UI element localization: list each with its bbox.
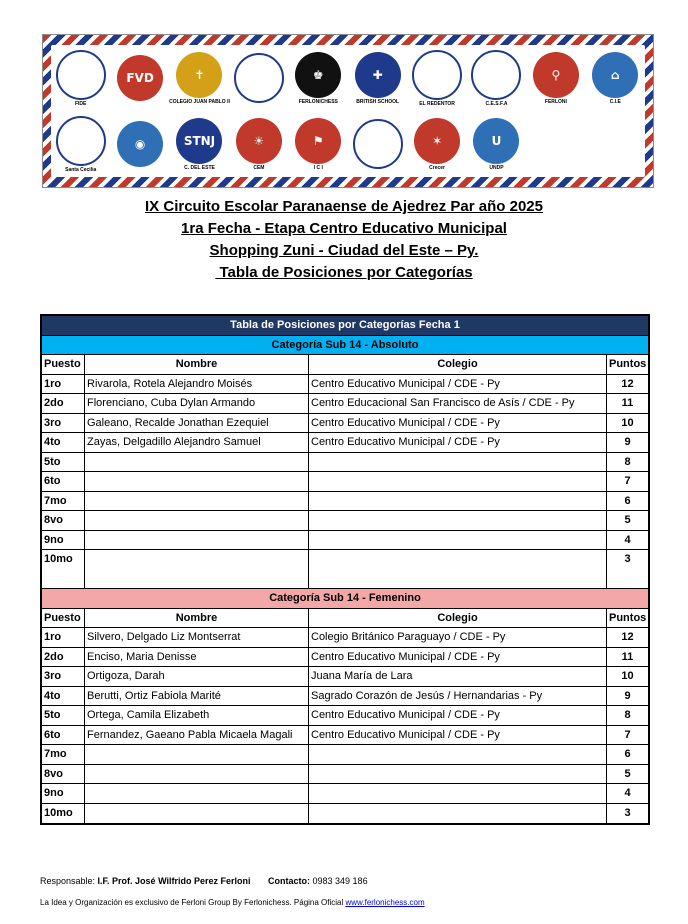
colegio-crecer-logo: [114, 115, 166, 173]
title-line-3: Shopping Zuni - Ciudad del Este – Py.: [209, 242, 479, 259]
responsable-name: I.F. Prof. José Wilfrido Perez Ferloni: [97, 876, 251, 886]
cell-nombre: [85, 511, 309, 530]
cell-puntos: 10: [621, 670, 634, 682]
category-title-absoluto: Categoría Sub 14 - Absoluto: [42, 336, 648, 356]
footer-responsable: [40, 876, 368, 886]
cell-nombre: Florenciano, Cuba Dylan Armando: [85, 394, 309, 413]
fvd-shield-logo: [114, 49, 166, 107]
cell-puesto: 5to: [42, 706, 85, 725]
header-colegio: Colegio: [309, 355, 607, 374]
el-redentor-logo-caption: EL REDENTOR: [419, 100, 455, 107]
title-line-2: 1ra Fecha - Etapa Centro Educativo Municipal: [181, 220, 507, 237]
cell-nombre: [85, 531, 309, 550]
table-row: [42, 648, 648, 668]
table-row: [42, 453, 648, 473]
fide-chess-knight-logo: [55, 49, 107, 107]
cell-puntos: 5: [624, 767, 631, 780]
contacto-value: 0983 349 186: [310, 876, 368, 886]
santa-rosa-logo: [352, 115, 404, 173]
british-school-logo-icon: ✚: [355, 52, 401, 98]
cell-puntos: 7: [624, 728, 631, 741]
cell-colegio: [309, 804, 607, 824]
table-main-title: Tabla de Posiciones por Categorías Fecha 1: [42, 316, 648, 336]
ferloni-group-logo: [530, 49, 582, 107]
colegio-crecer-logo-icon: ◉: [117, 121, 163, 167]
cell-puesto: 1ro: [42, 375, 85, 394]
cell-puntos: 4: [624, 533, 631, 546]
document-titles: [0, 196, 688, 284]
cell-puesto: 9no: [42, 531, 85, 550]
ferlonichess-logo: [292, 49, 344, 107]
cell-colegio: Juana María de Lara: [309, 667, 607, 686]
table-row: [42, 745, 648, 765]
cell-nombre: Ortigoza, Darah: [85, 667, 309, 686]
cell-puntos: 11: [621, 650, 634, 663]
cell-nombre: Ortega, Camila Elizabeth: [85, 706, 309, 725]
cell-nombre: [85, 765, 309, 784]
juan-pablo-ii-logo: [169, 49, 230, 107]
spacer-row: [42, 570, 648, 590]
table-row: [42, 511, 648, 531]
cell-puntos: 9: [624, 689, 631, 702]
cell-puesto: 4to: [42, 433, 85, 452]
table-row: [42, 550, 648, 570]
table-row: [42, 472, 648, 492]
fide-chess-knight-logo-icon: ♞: [56, 50, 106, 100]
ici-logo: [292, 115, 344, 173]
stnj-logo-caption: C. DEL ESTE: [184, 164, 215, 171]
rows-absoluto: [42, 375, 648, 570]
table-row: [42, 765, 648, 785]
cell-nombre: [85, 453, 309, 472]
cell-colegio: [309, 745, 607, 764]
header-nombre: Nombre: [85, 609, 309, 628]
cell-puesto: 5to: [42, 453, 85, 472]
cell-puntos: 9: [624, 436, 631, 448]
cell-colegio: Centro Educativo Municipal / CDE - Py: [309, 706, 607, 725]
cell-puntos: 3: [624, 553, 631, 565]
cell-puntos: 6: [624, 494, 631, 507]
santa-cecilia-logo-icon: ♫: [56, 116, 106, 166]
category-title-femenino: Categoría Sub 14 - Femenino: [42, 589, 648, 609]
cell-nombre: Zayas, Delgadillo Alejandro Samuel: [85, 433, 309, 452]
juan-pablo-ii-logo-icon: ✝: [176, 52, 222, 98]
cie-logo-caption: C.I.E: [609, 98, 621, 105]
official-site-link[interactable]: www.ferlonichess.com: [345, 898, 425, 907]
el-redentor-logo: [411, 49, 463, 107]
header-row-femenino: [42, 609, 648, 629]
cell-nombre: Berutti, Ortiz Fabiola Marité: [85, 687, 309, 706]
table-row: [42, 687, 648, 707]
ici-logo-caption: I C I: [313, 164, 323, 171]
header-row-absoluto: [42, 355, 648, 375]
ici-logo-icon: ⚑: [295, 118, 341, 164]
rows-femenino: [42, 628, 648, 823]
ebpc-logo: [233, 49, 285, 107]
cell-puntos: 12: [621, 377, 634, 390]
santa-cecilia-logo-caption: Santa Cecilia: [65, 166, 97, 173]
cell-colegio: Centro Educacional San Francisco de Asís / CDE - Py: [309, 394, 607, 413]
standings-table: [40, 314, 650, 825]
table-row: [42, 394, 648, 414]
cell-colegio: Colegio Británico Paraguayo / CDE - Py: [309, 628, 607, 647]
cesfa-logo-icon: ✝: [471, 50, 521, 100]
table-row: [42, 375, 648, 395]
table-row: [42, 726, 648, 746]
juan-pablo-ii-logo-caption: COLEGIO JUAN PABLO II: [169, 98, 230, 105]
cell-puntos: 4: [624, 787, 631, 799]
cell-nombre: [85, 472, 309, 491]
cell-nombre: Rivarola, Rotela Alejandro Moisés: [85, 375, 309, 394]
cell-nombre: [85, 784, 309, 803]
cell-nombre: [85, 492, 309, 511]
santa-rosa-logo-icon: ✿: [353, 119, 403, 169]
crecer-logo-caption: Crecer: [429, 164, 446, 171]
header-puesto: Puesto: [42, 609, 85, 628]
el-redentor-logo-icon: ✝: [412, 50, 462, 100]
undp-logo: [470, 115, 522, 173]
cell-colegio: Centro Educativo Municipal / CDE - Py: [309, 375, 607, 394]
crecer-logo-icon: ✶: [414, 118, 460, 164]
cell-puesto: 3ro: [42, 667, 85, 686]
responsable-label: Responsable:: [40, 876, 98, 886]
table-row: [42, 414, 648, 434]
stnj-logo: [173, 115, 225, 173]
table-row: [42, 804, 648, 824]
cell-puesto: 6to: [42, 726, 85, 745]
cell-colegio: [309, 765, 607, 784]
cell-puntos: 7: [624, 475, 631, 487]
cell-puntos: 11: [621, 397, 634, 409]
sponsor-banner: [42, 34, 654, 188]
cell-colegio: [309, 550, 607, 570]
table-row: [42, 531, 648, 551]
idea-text: La Idea y Organización es exclusivo de Ferloni Group By Ferlonichess. Página Oficial: [40, 898, 346, 907]
title-line-1: IX Circuito Escolar Paranaense de Ajedrez Par año 2025: [145, 198, 543, 215]
header-puntos: Puntos: [609, 358, 647, 370]
cell-colegio: Centro Educativo Municipal / CDE - Py: [309, 414, 607, 433]
cell-puesto: 3ro: [42, 414, 85, 433]
cell-colegio: [309, 472, 607, 491]
contacto-label: Contacto:: [268, 876, 311, 886]
crecer-logo: [411, 115, 463, 173]
british-school-logo-caption: BRITISH SCHOOL: [356, 98, 400, 105]
header-colegio: Colegio: [309, 609, 607, 628]
sponsor-logo-grid: [51, 45, 645, 177]
cell-puesto: 8vo: [42, 511, 85, 530]
cell-puntos: 6: [624, 748, 631, 760]
header-nombre: Nombre: [85, 355, 309, 374]
cell-puntos: 12: [621, 631, 634, 643]
cell-puesto: 10mo: [42, 550, 85, 570]
cem-logo: [233, 115, 285, 173]
fide-chess-knight-logo-caption: FIDE: [74, 100, 87, 107]
cell-colegio: [309, 511, 607, 530]
cem-logo-icon: ☀: [236, 118, 282, 164]
cell-puesto: 2do: [42, 648, 85, 667]
cell-nombre: [85, 745, 309, 764]
cell-colegio: Centro Educativo Municipal / CDE - Py: [309, 648, 607, 667]
cell-colegio: [309, 492, 607, 511]
table-row: [42, 628, 648, 648]
cell-puesto: 2do: [42, 394, 85, 413]
ferlonichess-logo-icon: ♚: [295, 52, 341, 98]
cell-puesto: 7mo: [42, 492, 85, 511]
cell-nombre: Enciso, Maria Denisse: [85, 648, 309, 667]
header-puesto: Puesto: [42, 355, 85, 374]
table-row: [42, 784, 648, 804]
cell-puntos: 8: [624, 455, 631, 468]
cell-nombre: [85, 550, 309, 570]
cell-puesto: 9no: [42, 784, 85, 803]
cell-puntos: 3: [624, 806, 631, 819]
british-school-logo: [352, 49, 404, 107]
ferlonichess-logo-caption: FERLONICHESS: [298, 98, 338, 105]
cem-logo-caption: CEM: [253, 164, 265, 171]
cell-nombre: Silvero, Delgado Liz Montserrat: [85, 628, 309, 647]
cell-puesto: 10mo: [42, 804, 85, 824]
table-row: [42, 667, 648, 687]
header-puntos: Puntos: [609, 611, 647, 624]
cesfa-logo-caption: C.E.S.F.A: [485, 100, 508, 107]
cell-colegio: Centro Educativo Municipal / CDE - Py: [309, 433, 607, 452]
fvd-shield-logo-icon: FVD: [117, 55, 163, 101]
cell-colegio: [309, 784, 607, 803]
title-line-4: Tabla de Posiciones por Categorías: [215, 264, 473, 281]
table-row: [42, 433, 648, 453]
cell-nombre: [85, 804, 309, 824]
cell-nombre: Fernandez, Gaeano Pabla Micaela Magali: [85, 726, 309, 745]
undp-logo-caption: UNDP: [489, 164, 504, 171]
cell-puntos: 10: [621, 416, 634, 429]
cell-colegio: Centro Educativo Municipal / CDE - Py: [309, 726, 607, 745]
cell-puesto: 6to: [42, 472, 85, 491]
cell-colegio: [309, 453, 607, 472]
cell-puesto: 1ro: [42, 628, 85, 647]
cell-puntos: 5: [624, 514, 631, 526]
cie-logo: [589, 49, 641, 107]
table-row: [42, 706, 648, 726]
cesfa-logo: [470, 49, 522, 107]
ferloni-group-logo-icon: ⚲: [533, 52, 579, 98]
cell-colegio: [309, 531, 607, 550]
cie-logo-icon: ⌂: [592, 52, 638, 98]
footer-credits: [40, 898, 425, 907]
cell-puntos: 8: [624, 709, 631, 721]
undp-logo-icon: U: [473, 118, 519, 164]
santa-cecilia-logo: [55, 115, 107, 173]
ferloni-group-logo-caption: FERLONI: [544, 98, 567, 105]
cell-puesto: 8vo: [42, 765, 85, 784]
ebpc-logo-icon: EPC: [234, 53, 284, 103]
cell-puesto: 7mo: [42, 745, 85, 764]
stnj-logo-icon: STNJ: [176, 118, 222, 164]
cell-puesto: 4to: [42, 687, 85, 706]
cell-nombre: Galeano, Recalde Jonathan Ezequiel: [85, 414, 309, 433]
cell-colegio: Sagrado Corazón de Jesús / Hernandarias - Py: [309, 687, 607, 706]
table-row: [42, 492, 648, 512]
